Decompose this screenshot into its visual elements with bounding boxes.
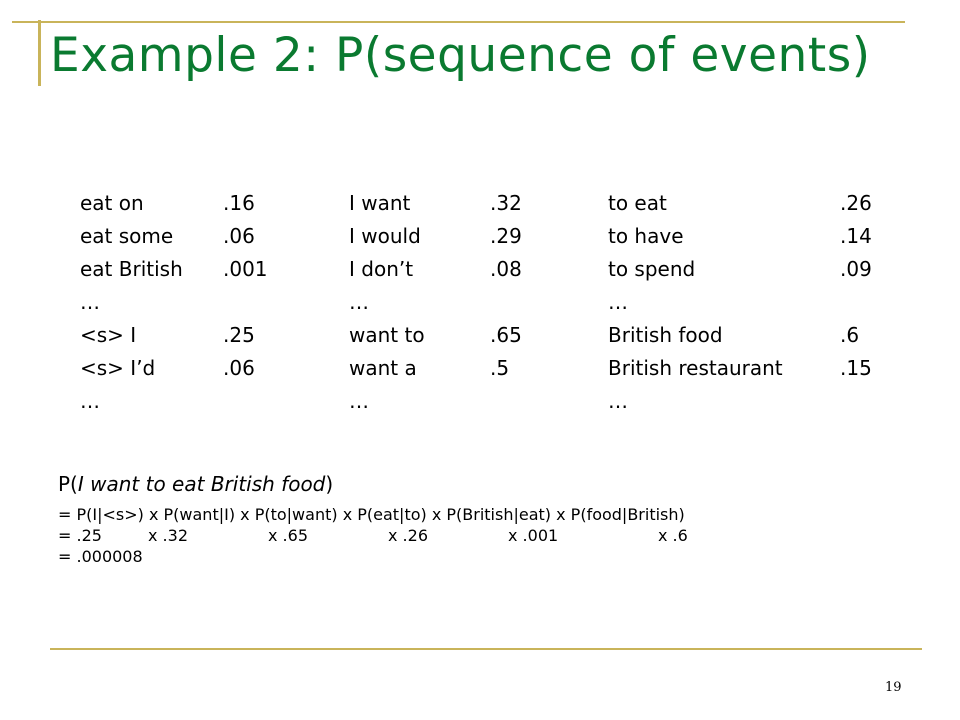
bigram-word-pair: … — [80, 289, 100, 314]
bigram-probability: .08 — [490, 256, 522, 281]
bigram-word-pair: eat British — [80, 256, 183, 281]
bigram-probability: .001 — [223, 256, 268, 281]
bigram-word-pair: British food — [608, 322, 723, 347]
bigram-word-pair: … — [80, 388, 100, 413]
title-frame-horizontal-rule — [12, 21, 905, 23]
bigram-probability: .5 — [490, 355, 510, 380]
calculation-result: = .000008 — [58, 547, 143, 566]
calculation-heading — [58, 472, 688, 496]
bigram-word-pair: … — [349, 388, 369, 413]
bigram-probability — [840, 384, 900, 417]
bigram-row — [80, 351, 900, 384]
bigram-row — [80, 219, 900, 252]
calculation-values — [58, 525, 688, 546]
calculation-formula: = P(I|<s>) x P(want|I) x P(to|want) x P(eat|to) x P(British|eat) x P(food|British) — [58, 505, 685, 524]
bigram-word-pair: I want — [349, 190, 411, 215]
bigram-probability: .26 — [840, 190, 872, 215]
bigram-probability-table — [80, 186, 900, 417]
bigram-word-pair: want to — [349, 322, 425, 347]
bigram-word-pair: to have — [608, 223, 684, 248]
bigram-probability — [840, 285, 900, 318]
slide-title: Example 2: P(sequence of events) — [50, 28, 871, 83]
bigram-word-pair: to eat — [608, 190, 667, 215]
bigram-probability: .15 — [840, 355, 872, 380]
bigram-word-pair: I don’t — [349, 256, 414, 281]
bigram-word-pair: to spend — [608, 256, 696, 281]
bigram-probability: .32 — [490, 190, 522, 215]
value-term: x .6 — [658, 526, 688, 545]
bigram-row — [80, 252, 900, 285]
bigram-word-pair: … — [608, 289, 628, 314]
bigram-word-pair: … — [608, 388, 628, 413]
bigram-table-body — [80, 186, 900, 417]
bigram-word-pair: <s> I — [80, 322, 137, 347]
bigram-probability: .06 — [223, 355, 255, 380]
heading-prefix: P( — [58, 472, 78, 496]
value-term: = .25 — [58, 526, 102, 545]
bigram-probability: .65 — [490, 322, 522, 347]
sentence-probability-calculation — [58, 472, 688, 567]
footer-rule — [50, 648, 922, 650]
bigram-probability: .25 — [223, 322, 255, 347]
bigram-word-pair: I would — [349, 223, 421, 248]
bigram-word-pair: eat some — [80, 223, 174, 248]
bigram-probability: .06 — [223, 223, 255, 248]
bigram-probability — [223, 384, 349, 417]
value-term: x .65 — [268, 526, 308, 545]
bigram-probability — [490, 285, 608, 318]
bigram-probability: .16 — [223, 190, 255, 215]
bigram-probability — [223, 285, 349, 318]
bigram-word-pair: <s> I’d — [80, 355, 156, 380]
page-number: 19 — [885, 680, 902, 695]
bigram-word-pair: eat on — [80, 190, 144, 215]
bigram-word-pair: want a — [349, 355, 417, 380]
bigram-probability: .09 — [840, 256, 872, 281]
bigram-row — [80, 285, 900, 318]
bigram-row — [80, 186, 900, 219]
bigram-row — [80, 384, 900, 417]
bigram-probability — [490, 384, 608, 417]
bigram-row — [80, 318, 900, 351]
title-frame-vertical-rule — [38, 20, 41, 86]
bigram-probability: .29 — [490, 223, 522, 248]
heading-suffix: ) — [325, 472, 334, 496]
bigram-word-pair: … — [349, 289, 369, 314]
value-term: x .001 — [508, 526, 559, 545]
bigram-word-pair: British restaurant — [608, 355, 783, 380]
bigram-probability: .14 — [840, 223, 872, 248]
value-term: x .26 — [388, 526, 428, 545]
value-term: x .32 — [148, 526, 188, 545]
bigram-probability: .6 — [840, 322, 860, 347]
heading-sentence: I want to eat British food — [77, 472, 326, 496]
